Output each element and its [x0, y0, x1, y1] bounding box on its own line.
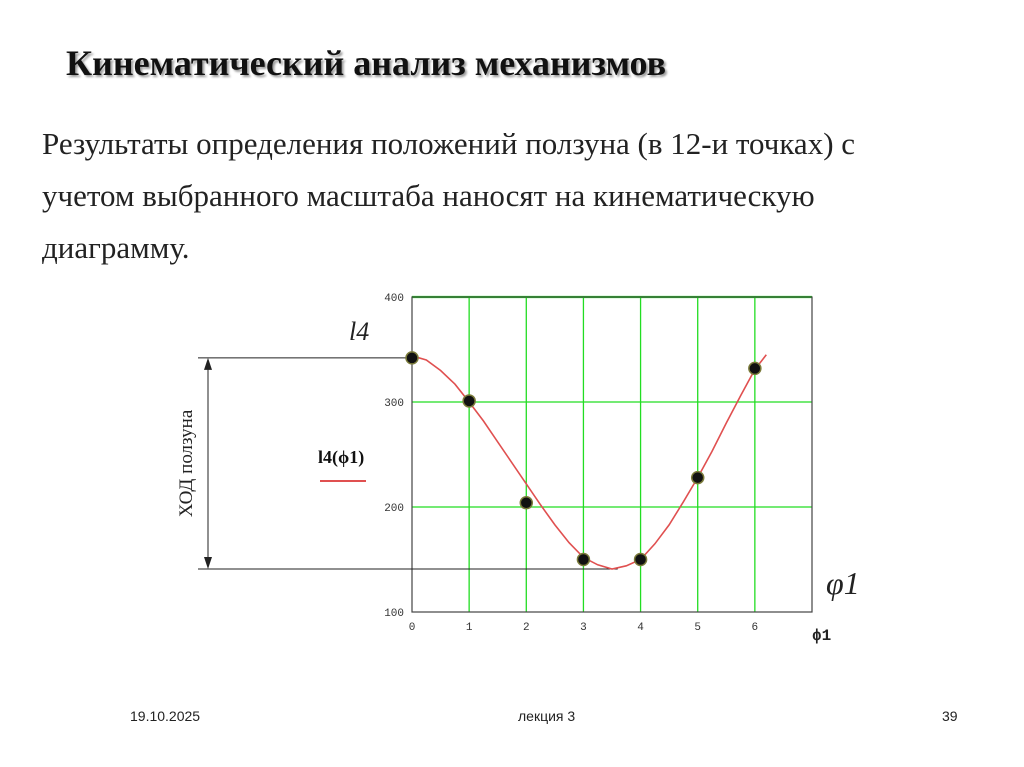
data-point [520, 497, 532, 509]
y-tick-label: 100 [384, 608, 404, 620]
data-point [749, 362, 761, 374]
footer-lecture: лекция 3 [518, 708, 576, 724]
slide-title: Кинематический анализ механизмов [66, 43, 667, 83]
y-tick-label: 400 [384, 293, 404, 305]
y-axis-label: l4 [349, 317, 370, 346]
arrow-down-icon [204, 557, 212, 569]
x-tick-label: 6 [751, 622, 759, 634]
x-tick-label: 2 [522, 622, 530, 634]
stroke-label: ХОД ползуна [176, 409, 197, 518]
data-point [577, 554, 589, 566]
x-axis-label-italic: φ1 [826, 565, 860, 601]
x-tick-label: 0 [408, 622, 416, 634]
data-point [635, 554, 647, 566]
footer-date: 19.10.2025 [130, 708, 201, 724]
slide-body-text: Результаты определения положений ползуна (в 12-и точках) с учетом выбранного масштаба наносят на кинематическую диаграмму. [42, 126, 856, 265]
x-tick-label: 5 [694, 622, 702, 634]
series-line-l4 [412, 355, 766, 569]
arrow-up-icon [204, 358, 212, 370]
footer-page-number: 39 [942, 708, 958, 724]
x-axis-label: ϕ1 [812, 627, 832, 645]
x-tick-label: 1 [465, 622, 473, 634]
legend-label: l4(ϕ1) [318, 447, 365, 467]
data-point [692, 472, 704, 484]
data-point [406, 352, 418, 364]
x-tick-label: 3 [580, 622, 587, 634]
y-tick-label: 200 [384, 503, 404, 515]
y-tick-label: 300 [384, 398, 404, 410]
plot-frame [412, 297, 812, 612]
x-tick-label: 4 [637, 622, 644, 634]
data-point [463, 395, 475, 407]
